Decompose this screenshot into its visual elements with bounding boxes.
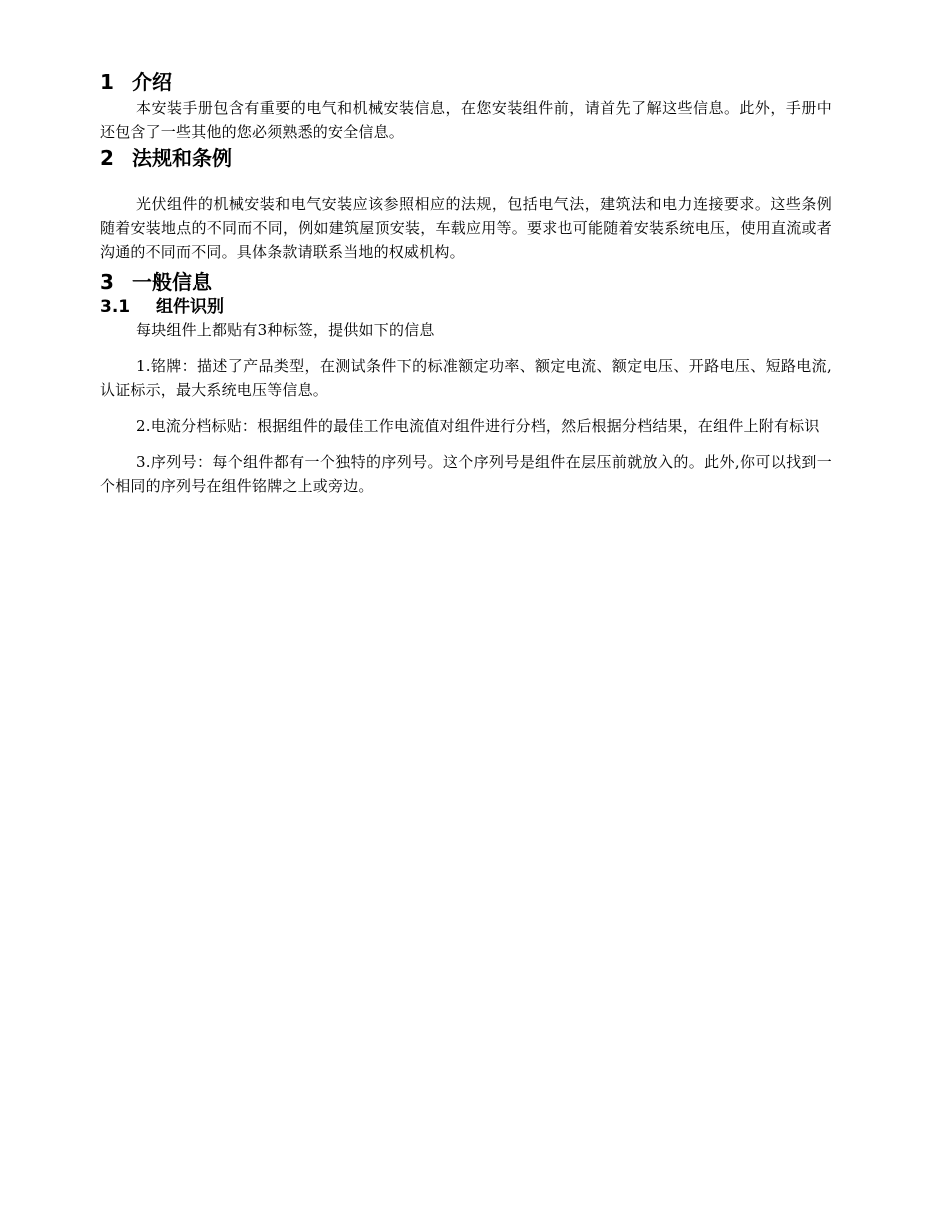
section-number: 2	[100, 146, 114, 170]
label-item-current-binning: 2.电流分档标贴：根据组件的最佳工作电流值对组件进行分档，然后根据分档结果，在组件上附有标识	[136, 417, 820, 435]
label-item-nameplate: 1.铭牌：描述了产品类型，在测试条件下的标准额定功率、额定电流、额定电压、开路电压、短路电流,认证标示，最大系统电压等信息。	[100, 357, 832, 399]
section-title: 介绍	[132, 70, 172, 94]
section-number: 1	[100, 70, 114, 94]
section-2-heading	[100, 144, 832, 172]
section-2-paragraph: 光伏组件的机械安装和电气安装应该参照相应的法规，包括电气法，建筑法和电力连接要求。这些条例随着安装地点的不同而不同，例如建筑屋顶安装，车载应用等。要求也可能随着安装系统电压，使用直流或者沟通的不同而不同。具体条款请联系当地的权威机构。	[100, 195, 832, 261]
label-item-serial-number: 3.序列号：每个组件都有一个独特的序列号。这个序列号是组件在层压前就放入的。此外,你可以找到一个相同的序列号在组件铭牌之上或旁边。	[100, 453, 832, 495]
section-3-heading	[100, 268, 832, 296]
subsection-3-1-heading	[100, 296, 832, 318]
subsection-title: 组件识别	[156, 297, 224, 317]
section-title: 一般信息	[132, 270, 212, 294]
subsection-number: 3.1	[100, 297, 131, 317]
section-1-paragraph: 本安装手册包含有重要的电气和机械安装信息，在您安装组件前，请首先了解这些信息。此外，手册中还包含了一些其他的您必须熟悉的安全信息。	[100, 99, 832, 141]
document-content	[100, 68, 832, 498]
section-1-heading	[100, 68, 832, 96]
section-title: 法规和条例	[132, 146, 232, 170]
section-number: 3	[100, 270, 114, 294]
subsection-intro: 每块组件上都贴有3种标签，提供如下的信息	[136, 321, 435, 339]
